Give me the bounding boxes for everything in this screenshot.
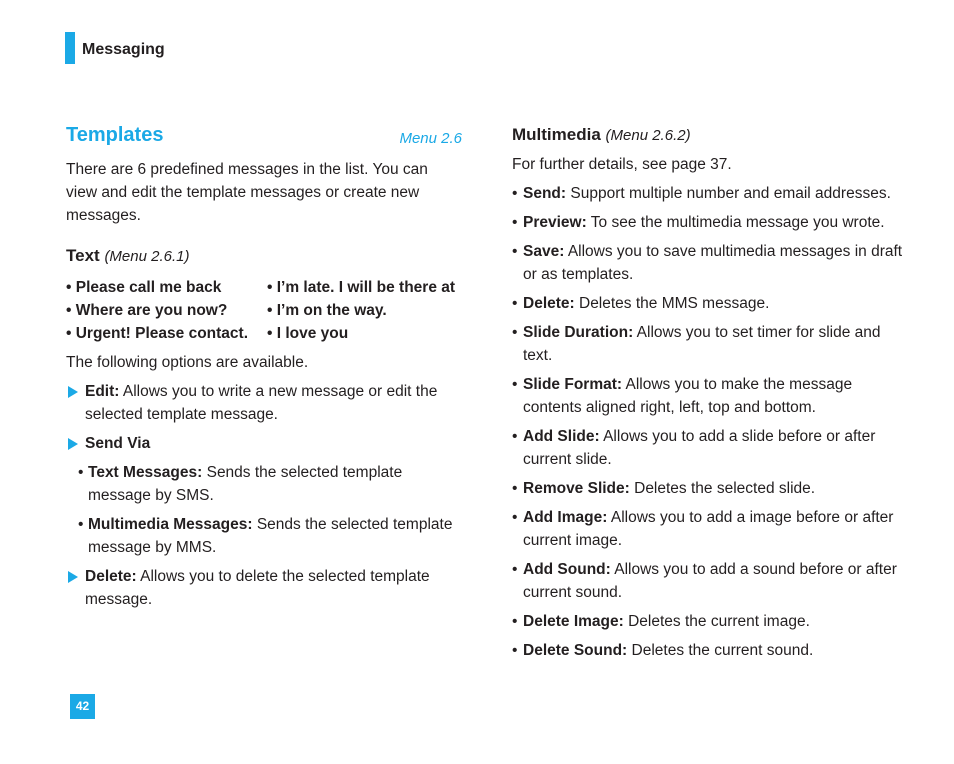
multimedia-option-text: Deletes the selected slide. (629, 480, 816, 497)
multimedia-option-label: Preview: (523, 214, 587, 231)
header-accent-bar (65, 32, 75, 64)
text-subheading (66, 245, 462, 268)
option-delete-text: Allows you to delete the selected template message. (85, 568, 430, 608)
option-delete (66, 565, 462, 611)
bullet-dot: • (512, 561, 518, 578)
triangle-bullet-icon (68, 438, 78, 450)
multimedia-option-label: Save: (523, 243, 565, 260)
multimedia-option-text: Support multiple number and email addresses. (566, 185, 891, 202)
template-item: • Where are you now? (66, 302, 228, 319)
multimedia-heading-menu: (Menu 2.6.2) (605, 127, 691, 144)
multimedia-option (512, 373, 914, 419)
bullet-dot: • (512, 509, 518, 526)
multimedia-option-text: Allows you to make the message contents aligned right, left, top and bottom. (523, 376, 853, 416)
section-header: Messaging (82, 41, 165, 58)
bullet-dot: • (512, 185, 518, 202)
bullet-dot: • (512, 324, 518, 341)
multimedia-option (512, 240, 914, 286)
right-column (512, 124, 914, 662)
text-messages-label: Text Messages: (88, 464, 203, 481)
multimedia-option (512, 610, 914, 633)
multimedia-messages-label: Multimedia Messages: (88, 516, 253, 533)
multimedia-option-text: Deletes the MMS message. (574, 295, 770, 312)
multimedia-option (512, 639, 914, 662)
multimedia-option-label: Slide Duration: (523, 324, 634, 341)
multimedia-option-text: Deletes the current sound. (627, 642, 814, 659)
templates-intro: There are 6 predefined messages in the list. You can view and edit the template messages or create new messages. (66, 161, 428, 224)
multimedia-option (512, 211, 914, 234)
bullet-dot: • (512, 642, 518, 659)
templates-title: Templates (66, 124, 164, 146)
option-send-via (66, 432, 462, 455)
multimedia-option (512, 292, 914, 315)
multimedia-intro: For further details, see page 37. (512, 156, 732, 173)
multimedia-option-text: Allows you to set timer for slide and text. (523, 324, 881, 364)
multimedia-heading (512, 124, 914, 147)
multimedia-option-label: Add Image: (523, 509, 608, 526)
bullet-dot: • (512, 613, 518, 630)
multimedia-messages-text: Sends the selected template message by MMS. (88, 516, 453, 556)
multimedia-option-label: Delete Image: (523, 613, 624, 630)
page-number: 42 (70, 694, 95, 719)
bullet-dot: • (512, 295, 518, 312)
bullet-dot: • (78, 464, 84, 481)
option-edit-label: Edit: (85, 383, 120, 400)
multimedia-option-label: Delete Sound: (523, 642, 628, 659)
multimedia-option-label: Remove Slide: (523, 480, 630, 497)
multimedia-option-text: Allows you to add a slide before or after current slide. (523, 428, 876, 468)
option-delete-label: Delete: (85, 568, 137, 585)
bullet-dot: • (512, 243, 518, 260)
multimedia-option-label: Add Slide: (523, 428, 600, 445)
multimedia-option-label: Send: (523, 185, 567, 202)
triangle-bullet-icon (68, 386, 78, 398)
bullet-dot: • (512, 428, 518, 445)
multimedia-option (512, 506, 914, 552)
text-subheading-menu: (Menu 2.6.1) (104, 248, 190, 265)
multimedia-heading-label: Multimedia (512, 125, 601, 144)
template-item: • Please call me back (66, 279, 222, 296)
triangle-bullet-icon (68, 571, 78, 583)
templates-title-row (66, 124, 462, 152)
multimedia-option (512, 558, 914, 604)
text-subheading-label: Text (66, 246, 100, 265)
multimedia-option (512, 425, 914, 471)
templates-menu-ref: Menu 2.6 (399, 130, 462, 147)
bullet-dot: • (512, 376, 518, 393)
multimedia-option-label: Slide Format: (523, 376, 623, 393)
option-edit (66, 380, 462, 426)
multimedia-option-label: Add Sound: (523, 561, 611, 578)
bullet-dot: • (512, 480, 518, 497)
multimedia-option-text: Allows you to add a sound before or after current sound. (523, 561, 897, 601)
template-item: • Urgent! Please contact. (66, 325, 249, 342)
template-item: • I’m on the way. (267, 302, 387, 319)
bullet-dot: • (512, 214, 518, 231)
multimedia-option (512, 182, 914, 205)
option-edit-text: Allows you to write a new message or edit the selected template message. (85, 383, 438, 423)
option-send-via-label: Send Via (85, 435, 151, 452)
multimedia-option-text: To see the multimedia message you wrote. (586, 214, 885, 231)
multimedia-option (512, 477, 914, 500)
template-item: • I love you (267, 325, 349, 342)
multimedia-option-text: Deletes the current image. (623, 613, 810, 630)
multimedia-option-text: Allows you to save multimedia messages in draft or as templates. (523, 243, 903, 283)
options-intro: The following options are available. (66, 354, 309, 371)
template-item: • I’m late. I will be there at (267, 279, 456, 296)
send-via-text-messages (66, 461, 462, 507)
multimedia-option-text: Allows you to add a image before or after current image. (523, 509, 894, 549)
left-column (66, 124, 462, 611)
bullet-dot: • (78, 516, 84, 533)
multimedia-option (512, 321, 914, 367)
template-list (66, 276, 462, 345)
multimedia-option-list (512, 182, 914, 662)
text-messages-text: Sends the selected template message by SMS. (88, 464, 403, 504)
send-via-multimedia-messages (66, 513, 462, 559)
multimedia-option-label: Delete: (523, 295, 575, 312)
